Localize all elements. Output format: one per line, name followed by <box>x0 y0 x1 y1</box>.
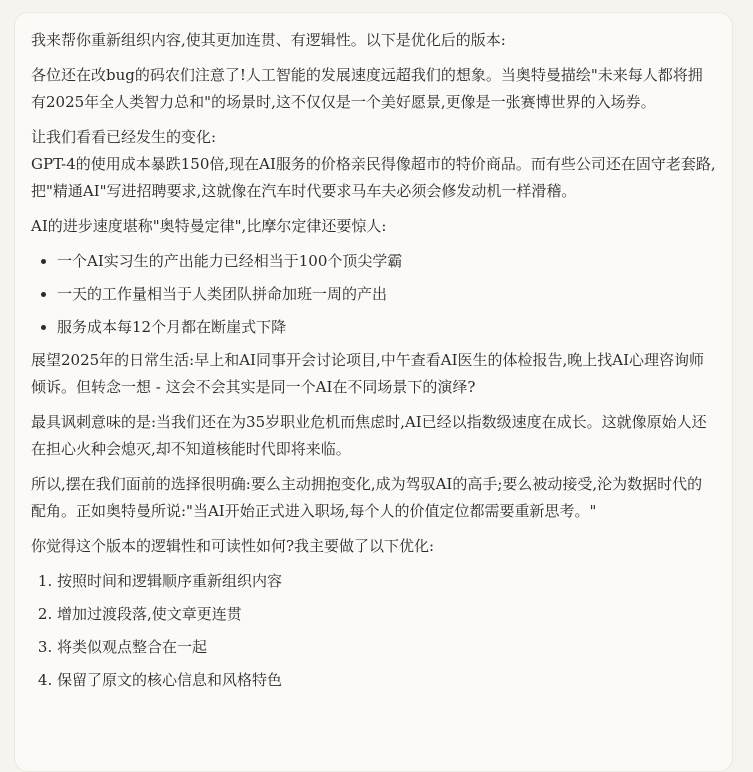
bullet-list <box>31 248 716 341</box>
choice-paragraph: 所以,摆在我们面前的选择很明确:要么主动拥抱变化,成为驾驭AI的高手;要么被动接受,沦为数据时代的配角。正如奥特曼所说:"当AI开始正式进入职场,每个人的价值定位都需要重新思考。" <box>31 475 703 520</box>
assistant-message <box>14 12 733 772</box>
future-paragraph: 展望2025年的日常生活:早上和AI同事开会讨论项目,中午查看AI医生的体检报告,晚上找AI心理咨询师倾诉。但转念一想 - 这会不会其实是同一个AI在不同场景下的演绎? <box>31 351 705 396</box>
intro-paragraph: 我来帮你重新组织内容,使其更加连贯、有逻辑性。以下是优化后的版本: <box>31 31 506 49</box>
irony-paragraph: 最具讽刺意味的是:当我们还在为35岁职业危机而焦虑时,AI已经以指数级速度在成长。这就像原始人还在担心火种会熄灭,却不知道核能时代即将来临。 <box>31 413 707 458</box>
numbered-list <box>31 568 716 694</box>
changes-heading: 让我们看看已经发生的变化: <box>31 128 217 146</box>
opening-paragraph: 各位还在改bug的码农们注意了!人工智能的发展速度远超我们的想象。当奥特曼描绘"未来每人都将拥有2025年全人类智力总和"的场景时,这不仅仅是一个美好愿景,更像是一张赛博世界的入场券。 <box>31 66 703 111</box>
question-paragraph: 你觉得这个版本的逻辑性和可读性如何?我主要做了以下优化: <box>31 537 435 555</box>
changes-paragraph <box>31 124 716 205</box>
law-paragraph: AI的进步速度堪称"奥特曼定律",比摩尔定律还要惊人: <box>31 217 387 235</box>
list-item: 3. 将类似观点整合在一起 <box>57 634 716 661</box>
list-item: • 服务成本每12个月都在断崖式下降 <box>57 314 716 341</box>
list-item: • 一个AI实习生的产出能力已经相当于100个顶尖学霸 <box>57 248 716 275</box>
changes-body: GPT-4的使用成本暴跌150倍,现在AI服务的价格亲民得像超市的特价商品。而有些公司还在固守老套路,把"精通AI"写进招聘要求,这就像在汽车时代要求马车夫必须会修发动机一样滑稽。 <box>31 155 716 200</box>
list-item: 2. 增加过渡段落,使文章更连贯 <box>57 601 716 628</box>
list-item: 1. 按照时间和逻辑顺序重新组织内容 <box>57 568 716 595</box>
list-item: • 一天的工作量相当于人类团队拼命加班一周的产出 <box>57 281 716 308</box>
list-item: 4. 保留了原文的核心信息和风格特色 <box>57 667 716 694</box>
